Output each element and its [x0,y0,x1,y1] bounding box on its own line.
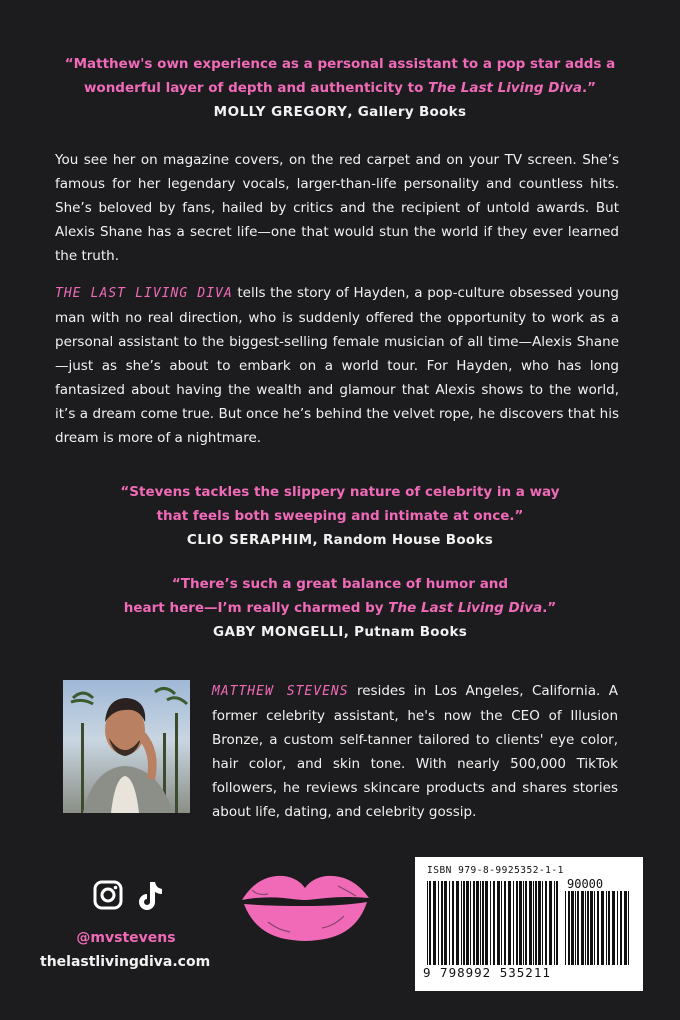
author-photo [63,680,190,813]
barcode-number: 9 798992 535211 [423,965,551,980]
price-code: 90000 [567,877,604,891]
author-bio: MATTHEW STEVENS resides in Los Angeles, California. A former celebrity assistant, he's now the CEO of Illusion Bronze, a custom self-tanner tailored to clients' eye color, hair color, and skin tone. With nearly 500,000 TikTok followers, he reviews skincare products and shares stories about life, dating, and celebrity gossip. [212,683,619,820]
barcode-addon-bars [565,891,631,965]
quote-gaby-mongelli [40,572,640,644]
isbn-label: ISBN 979-8-9925352-1-1 [427,865,564,876]
quote-attribution: CLIO SERAPHIM, Random House Books [186,532,494,548]
tiktok-icon[interactable] [137,880,163,914]
barcode-bars [427,881,559,965]
synopsis-paragraph-2: THE LAST LIVING DIVA tells the story of Hayden, a pop-culture obsessed young man with no real direction, who is suddenly offered the opportunity to work as a personal assistant to the biggest-selling female musician of all time—Alexis Shane—just as she’s about to embark on a world tour. For Hayden, who has long fantasized about having the wealth and glamour that Alexis shows to the world, it’s a dream come true. But once he’s behind the velvet rope, he discovers that his dream is more of a nightmare. [55,285,619,446]
quote-attribution: MOLLY GREGORY, Gallery Books [213,104,467,120]
quote-molly-gregory [40,52,640,124]
book-title-script: THE LAST LIVING DIVA [55,286,233,301]
quote-clio-seraphim [40,480,640,552]
synopsis-paragraph-1: You see her on magazine covers, on the red carpet and on your TV screen. She’s famous for her legendary vocals, larger-than-life personality and countless hits. She’s beloved by fans, hailed by critics and the recipient of untold awards. But Alexis Shane has a secret life—one that would stun the world if they ever learned the truth. [55,152,619,264]
isbn-barcode [415,857,643,991]
quote-text: “Matthew's own experience as a personal assistant to a pop star adds a wonderful layer of depth and authenticity to The Last Living Diva.” [64,56,616,96]
social-handle[interactable]: @mvstevens [76,930,176,946]
author-name-script: MATTHEW STEVENS [212,684,349,699]
social-links [40,880,211,970]
quote-text: “There’s such a great balance of humor and heart here—I’m really charmed by The Last Living Diva.” [123,576,557,616]
website-link[interactable]: thelastlivingdiva.com [40,954,211,970]
quote-text: “Stevens tackles the slippery nature of celebrity in a way that feels both sweeping and intimate at once.” [120,484,560,524]
instagram-icon[interactable] [93,880,123,914]
quote-attribution: GABY MONGELLI, Putnam Books [212,624,468,640]
lips-kiss-graphic [238,866,373,950]
